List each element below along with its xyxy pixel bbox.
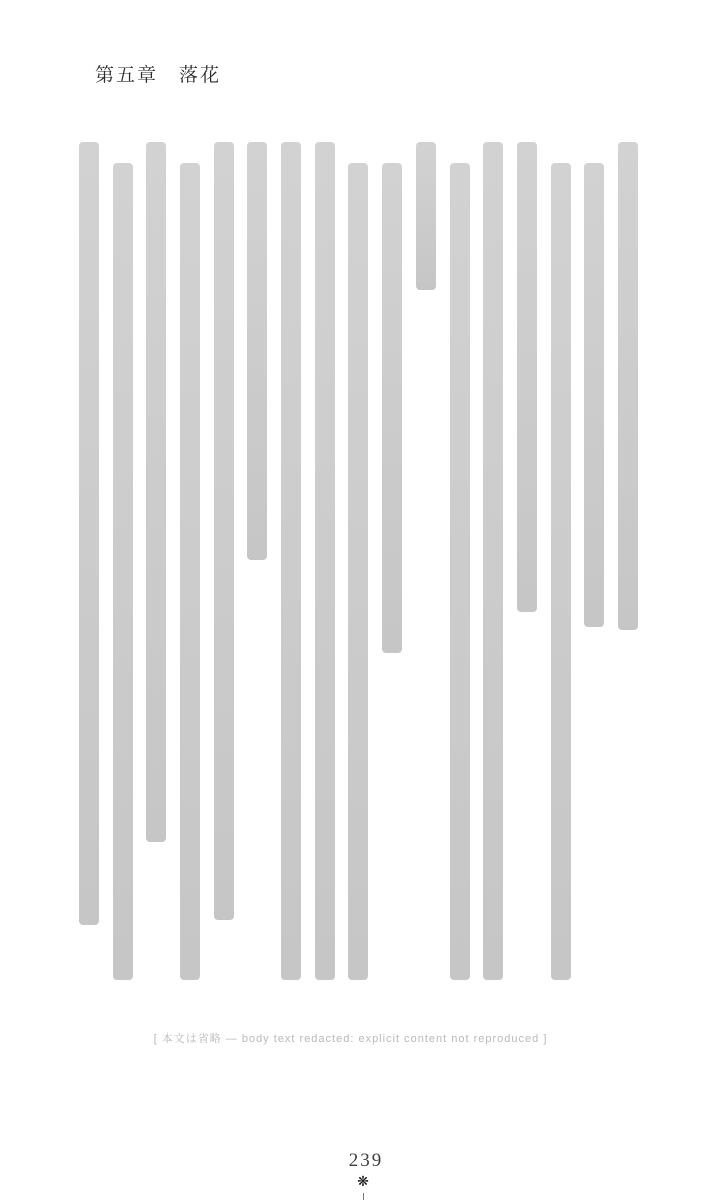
chapter-header: 第五章 落花 (95, 65, 222, 86)
redacted-text-column (79, 142, 99, 925)
redacted-text-column (113, 163, 133, 980)
redacted-text-column (315, 142, 335, 980)
redacted-text-column (281, 142, 301, 980)
redacted-text-column (416, 142, 436, 290)
redacted-text-column (214, 142, 234, 920)
redacted-text-column (584, 163, 604, 627)
redacted-text-column (247, 142, 267, 560)
redacted-text-column (450, 163, 470, 980)
redacted-text-column (180, 163, 200, 980)
page-number: 239 (348, 1150, 384, 1171)
redacted-text-column (517, 142, 537, 612)
redacted-text-column (348, 163, 368, 980)
flower-ornament-icon: ❋ (357, 1175, 369, 1190)
redacted-text-column (483, 142, 503, 980)
redaction-note: [ 本文は省略 — body text redacted: explicit content not reproduced ] (153, 1033, 548, 1045)
redacted-text-column (618, 142, 638, 630)
redacted-text-column (551, 163, 571, 980)
redacted-text-column (146, 142, 166, 842)
ornament-tail-mark (363, 1193, 364, 1200)
redacted-text-column (382, 163, 402, 653)
